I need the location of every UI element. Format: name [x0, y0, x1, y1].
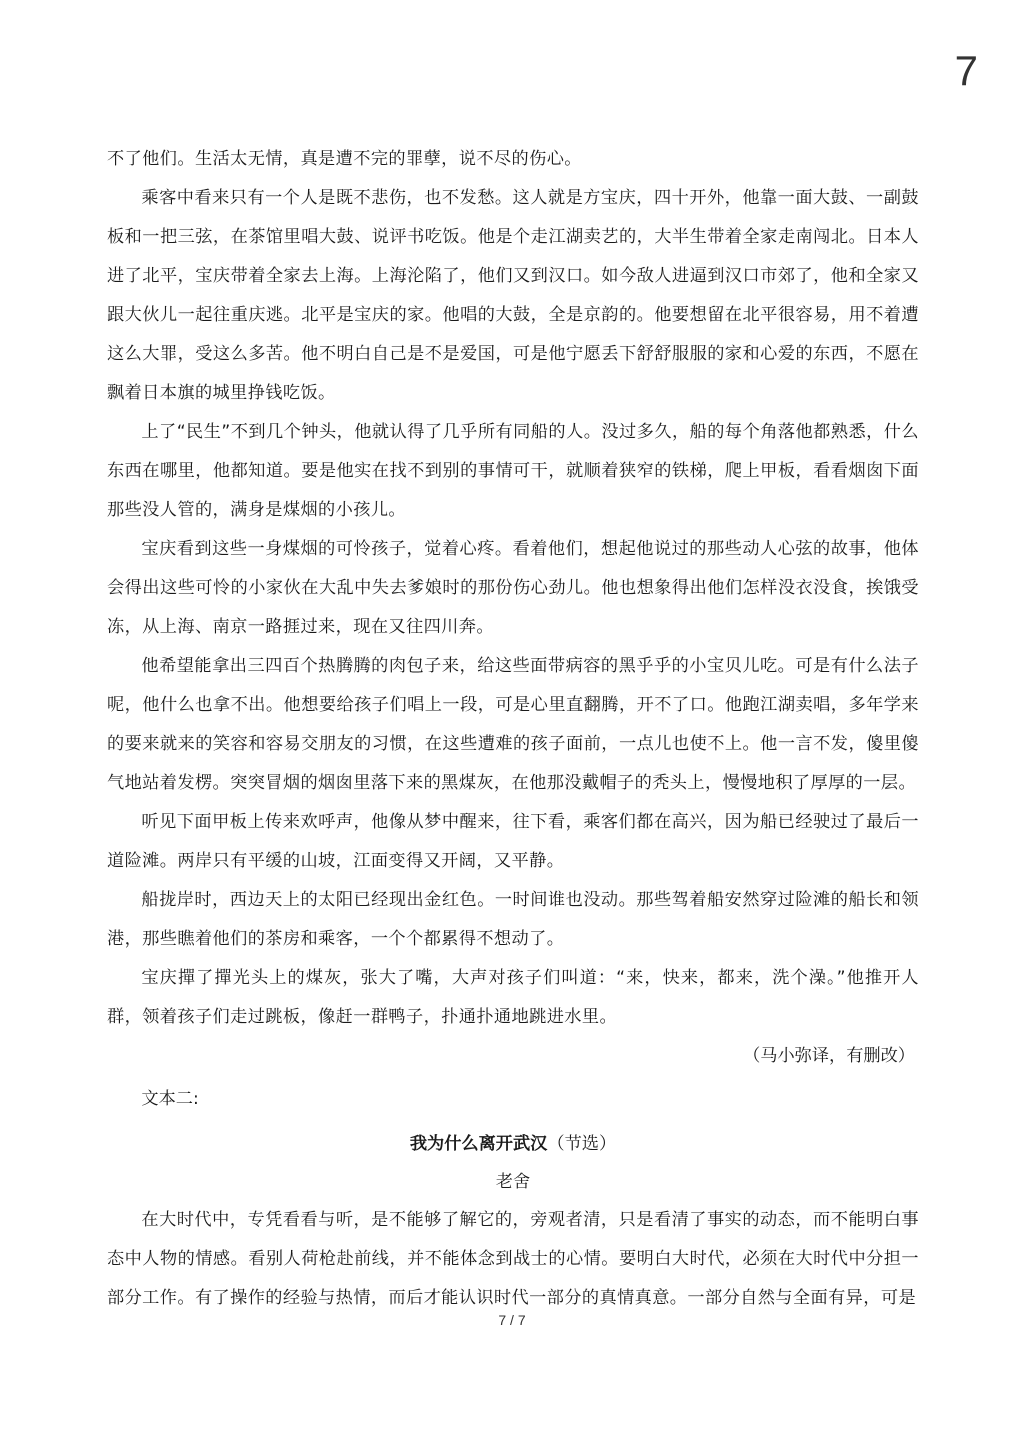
text-one-paragraph: 乘客中看来只有一个人是既不悲伤，也不发愁。这人就是方宝庆，四十开外，他靠一面大鼓、一副鼓板和一把三弦，在茶馆里唱大鼓、说评书吃饭。他是个走江湖卖艺的，大半生带着全家走南闯北。日本人进了北平，宝庆带着全家去上海。上海沦陷了，他们又到汉口。如今敌人进逼到汉口市郊了，他和全家又跟大伙儿一起往重庆逃。北平是宝庆的家。他唱的大鼓，全是京韵的。他要想留在北平很容易，用不着遭这么大罪，受这么多苦。他不明白自己是不是爱国，可是他宁愿丢下舒舒服服的家和心爱的东西，不愿在飘着日本旗的城里挣钱吃饭。	[107, 188, 919, 403]
translator-attribution: （马小弥译，有删改）	[743, 1046, 915, 1066]
text-one-paragraph: 听见下面甲板上传来欢呼声，他像从梦中醒来，往下看，乘客们都在高兴，因为船已经驶过了最后一道险滩。两岸只有平缓的山坡，江面变得又开阔，又平静。	[107, 812, 919, 871]
text-two-label: 文本二:	[141, 1089, 199, 1109]
page-corner-number: 7	[954, 47, 978, 94]
article-title-suffix: （节选）	[547, 1134, 617, 1154]
article-title	[107, 1125, 919, 1163]
article-author: 老舍	[495, 1172, 531, 1192]
document-body	[107, 140, 919, 1318]
article-title-main: 我为什么离开武汉	[409, 1134, 548, 1154]
text-one-paragraph: 船拢岸时，西边天上的太阳已经现出金红色。一时间谁也没动。那些驾着船安然穿过险滩的船长和领港，那些瞧着他们的茶房和乘客，一个个都累得不想动了。	[107, 890, 919, 949]
text-one-paragraph: 宝庆看到这些一身煤烟的可怜孩子，觉着心疼。看着他们，想起他说过的那些动人心弦的故事，他体会得出这些可怜的小家伙在大乱中失去爹娘时的那份伤心劲儿。他也想象得出他们怎样没衣没食，挨饿受冻，从上海、南京一路捱过来，现在又往四川奔。	[107, 539, 919, 637]
text-two-paragraph: 在大时代中，专凭看看与听，是不能够了解它的，旁观者清，只是看清了事实的动态，而不能明白事态中人物的情感。看别人荷枪赴前线，并不能体念到战士的心情。要明白大时代，必须在大时代中分担一部分工作。有了操作的经验与热情，而后才能认识时代一部分的真情真意。一部分自然与全面有异，可是	[107, 1210, 919, 1308]
text-one-paragraph: 他希望能拿出三四百个热腾腾的肉包子来，给这些面带病容的黑乎乎的小宝贝儿吃。可是有什么法子呢，他什么也拿不出。他想要给孩子们唱上一段，可是心里直翻腾，开不了口。他跑江湖卖唱，多年学来的要来就来的笑容和容易交朋友的习惯，在这些遭难的孩子面前，一点儿也使不上。他一言不发，傻里傻气地站着发楞。突突冒烟的烟囱里落下来的黑煤灰，在他那没戴帽子的秃头上，慢慢地积了厚厚的一层。	[107, 656, 919, 793]
text-one-paragraph: 上了“民生”不到几个钟头，他就认得了几乎所有同船的人。没过多久，船的每个角落他都熟悉，什么东西在哪里，他都知道。要是他实在找不到别的事情可干，就顺着狭窄的铁梯，爬上甲板，看看烟囱下面那些没人管的，满身是煤烟的小孩儿。	[107, 422, 919, 520]
page-footer-number: 7 / 7	[498, 1312, 526, 1328]
text-one-paragraph-continuation: 不了他们。生活太无情，真是遭不完的罪孽，说不尽的伤心。	[107, 149, 582, 169]
text-one-paragraph: 宝庆撣了撣光头上的煤灰，张大了嘴，大声对孩子们叫道：“来，快来，都来，洗个澡。”他推开人群，领着孩子们走过跳板，像赶一群鸭子，扑通扑通地跳进水里。	[107, 968, 919, 1027]
